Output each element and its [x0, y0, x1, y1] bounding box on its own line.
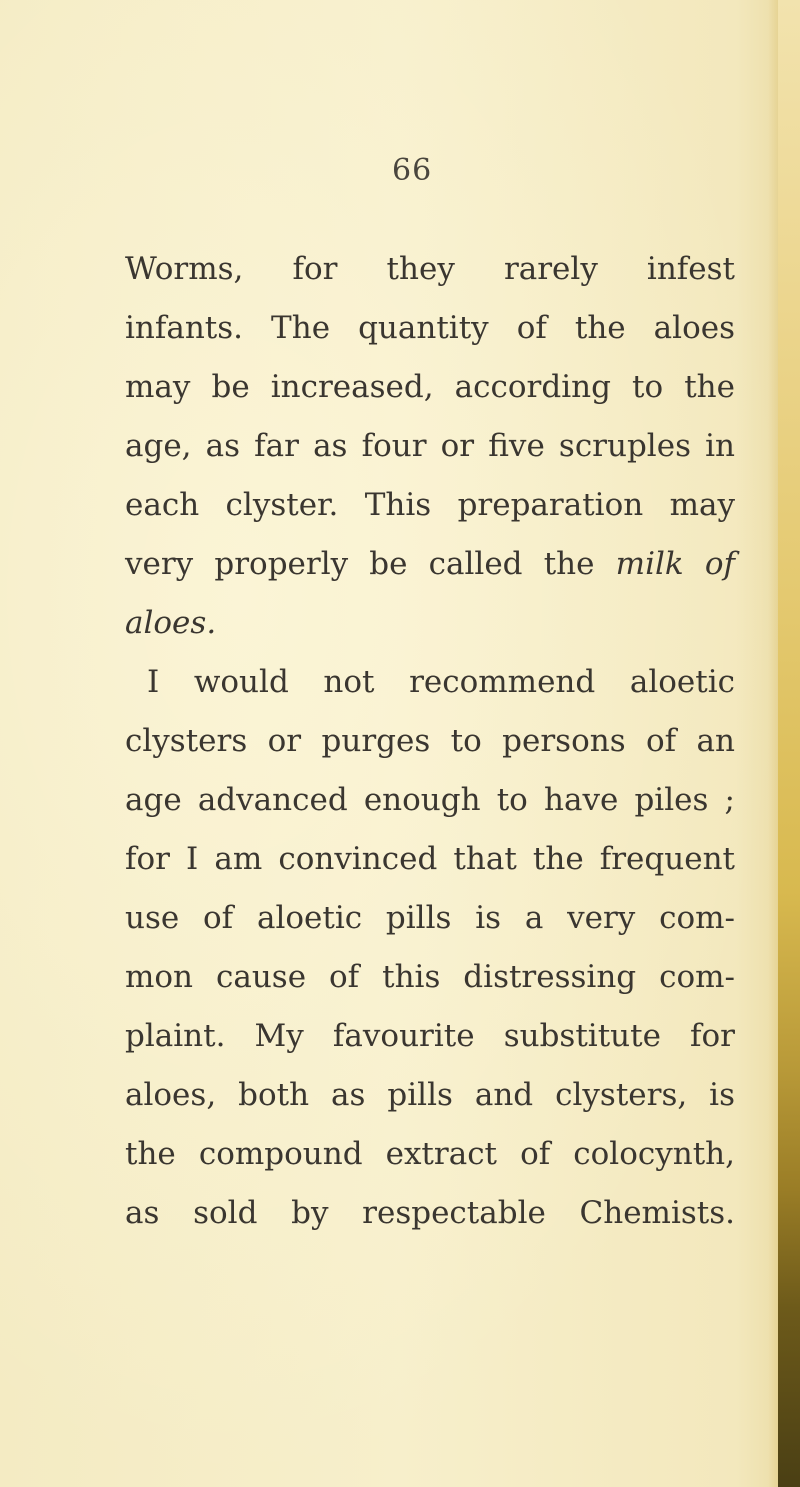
text-line: the compound extract of colocynth,: [125, 1136, 735, 1172]
page-edge-shadow: [778, 0, 800, 1487]
text-line: for I am convinced that the frequent: [125, 841, 735, 877]
text-line: infants. The quantity of the aloes: [125, 310, 735, 346]
paragraph-1: [125, 240, 735, 653]
text-line: use of aloetic pills is a very com-: [125, 900, 735, 936]
text-line: as sold by respectable Chemists.: [125, 1195, 735, 1231]
text-line: may be increased, according to the: [125, 369, 735, 405]
body-text: [125, 240, 735, 1243]
page-number: 66: [392, 153, 433, 188]
italic-phrase: milk of: [615, 546, 735, 582]
text-line: aloes, both as pills and clysters, is: [125, 1077, 735, 1113]
paragraph-2: [125, 653, 735, 1243]
text-line: age advanced enough to have piles ;: [125, 782, 735, 818]
italic-phrase: aloes.: [125, 605, 217, 641]
text-line: [125, 535, 735, 594]
text-line: mon cause of this distressing com-: [125, 959, 735, 995]
text-line: [125, 594, 735, 653]
text-line: clysters or purges to persons of an: [125, 723, 735, 759]
text-line: Worms, for they rarely infest: [125, 251, 735, 287]
text-line: each clyster. This preparation may: [125, 487, 735, 523]
text-line: age, as far as four or five scruples in: [125, 428, 735, 464]
text-line: I would not recommend aloetic: [147, 664, 735, 700]
text-span: very properly be called the: [125, 546, 595, 582]
text-line: plaint. My favourite substitute for: [125, 1018, 735, 1054]
